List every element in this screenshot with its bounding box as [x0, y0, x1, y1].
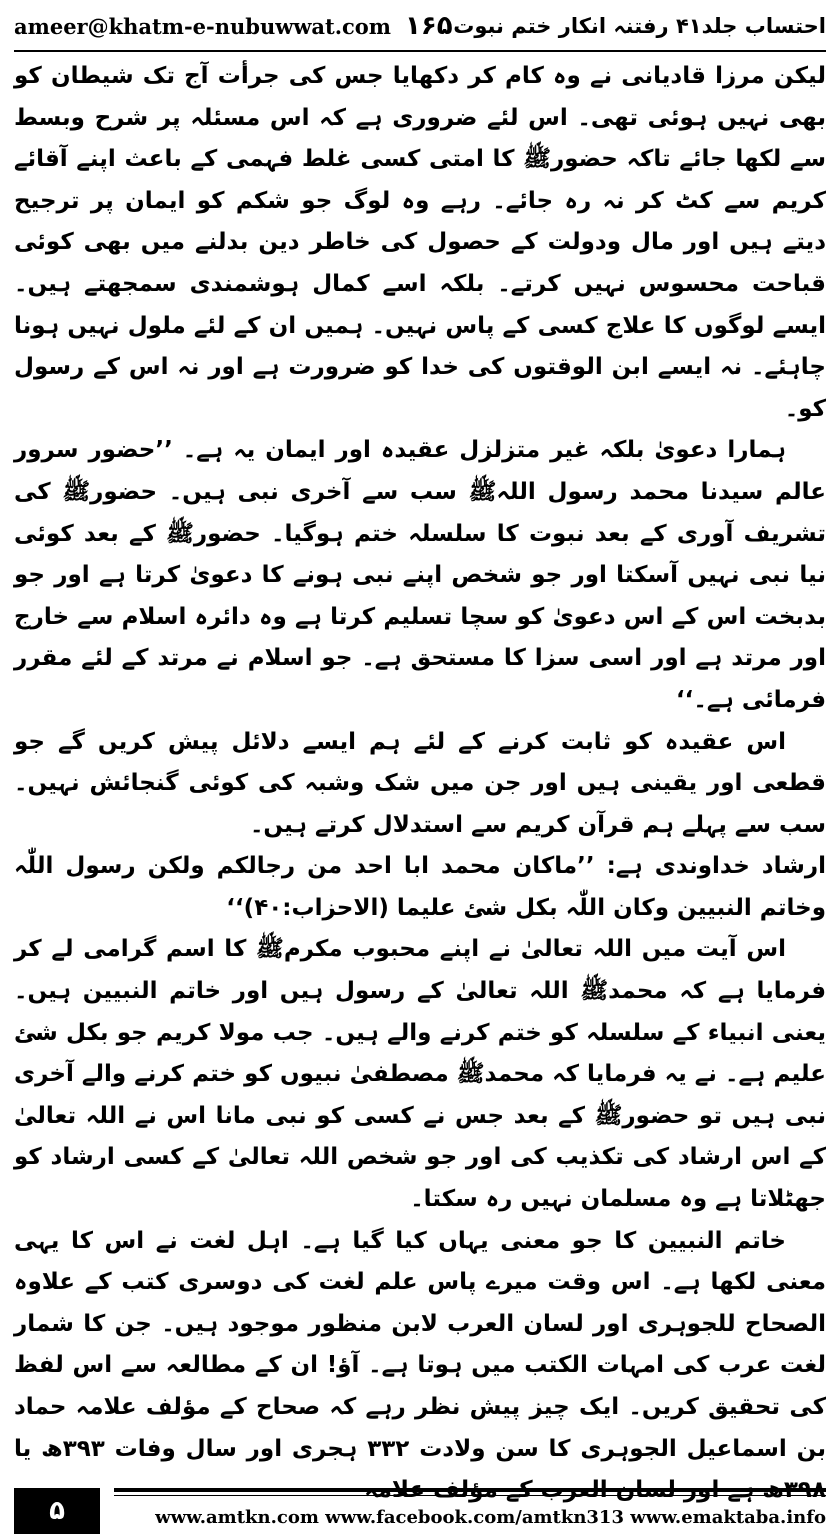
paragraph: ہمارا دعویٰ بلکہ غیر متزلزل عقیدہ اور ایمان یہ ہے۔ ’’حضور سرور عالم سیدنا محمد رسول اللہﷺ سب سے آخری نبی ہیں۔ حضورﷺ کی تشریف آوری کے بعد نبوت کا سلسلہ ختم ہوگیا۔ حضورﷺ کے بعد کوئی نیا نبی نہیں آسکتا اور جو شخص اپنے نبی ہونے کا دعویٰ کرتا ہے اور جو بدبخت اس کے اس دعویٰ کو سچا تسلیم کرتا ہے وہ دائرہ اسلام سے خارج اور مرتد ہے اور اسی سزا کا مستحق ہے۔ جو اسلام نے مرتد کے لئے مقرر فرمائی ہے۔‘‘ — [14, 437, 826, 713]
paragraph: خاتم النبیین کا جو معنی یہاں کیا گیا ہے۔ اہل لغت نے اس کا یہی معنی لکھا ہے۔ اس وقت میرے پاس علم لغت کی دوسری کتب کے علاوہ الصحاح للجوہری اور لسان العرب لابن منظور موجود ہیں۔ جن کا شمار لغت عرب کی امہات الکتب میں ہوتا ہے۔ آؤ! ان کے مطالعہ سے اس لفظ کی تحقیق کریں۔ ایک چیز پیش نظر رہے کہ صحاح کے مؤلف علامہ حماد بن اسماعیل الجوہری کا سن ولادت ۳۳۲ ہجری اور سال وفات ۳۹۳ھ یا ۳۹۸ھ ہے اور لسان العرب کے مؤلف علامہ — [14, 1227, 826, 1504]
header-page-number: ۱۶۵ — [405, 11, 453, 41]
quran-verse-paragraph: ارشاد خداوندی ہے: ’’ماکان محمد ابا احد من رجالکم ولکن رسول اللّٰہ وخاتم النبیین وکان اللّٰہ بکل شئ علیما (الاحزاب:۴۰)‘‘ — [14, 853, 826, 921]
header-title: احتساب جلد۴۱ رفتنہ انکار ختم نبوت — [453, 14, 826, 38]
header-email: ameer@khatm-e-nubuwwat.com — [14, 13, 392, 39]
paragraph: اس آیت میں اللہ تعالیٰ نے اپنے محبوب مکرمﷺ کا اسم گرامی لے کر فرمایا ہے کہ محمدﷺ اللہ تعالیٰ کے رسول ہیں اور خاتم النبیین ہیں۔ یعنی انبیاء کے سلسلہ کو ختم کرنے والے ہیں۔ جب مولا کریم جو بکل شئ علیم ہے۔ نے یہ فرمایا کہ محمدﷺ مصطفیٰ نبیوں کو ختم کرنے والے آخری نبی ہیں تو حضورﷺ کے بعد جس نے کسی کو نبی مانا اس نے اللہ تعالیٰ کے اس ارشاد کی تکذیب کی اور جو شخص اللہ تعالیٰ کے کسی ارشاد کو جھٹلاتا ہے وہ مسلمان نہیں رہ سکتا۔ — [14, 936, 826, 1213]
paragraph: اس عقیدہ کو ثابت کرنے کے لئے ہم ایسے دلائل پیش کریں گے جو قطعی اور یقینی ہیں اور جن میں شک وشبہ کی کوئی گنجائش نہیں۔ سب سے پہلے ہم قرآن کریم سے استدلال کرتے ہیں۔ — [14, 728, 826, 838]
footer-divider — [114, 1488, 826, 1496]
footer-page-number: ۵ — [14, 1488, 100, 1534]
footer-urls: www.amtkn.com www.facebook.com/amtkn313 www.emaktaba.info — [155, 1506, 826, 1528]
page-header — [14, 6, 826, 46]
header-left — [14, 11, 453, 41]
page-footer — [14, 1488, 826, 1534]
header-divider — [14, 50, 826, 52]
paragraph: لیکن مرزا قادیانی نے وہ کام کر دکھایا جس کی جرأت آج تک شیطان کو بھی نہیں ہوئی تھی۔ اس لئے ضروری ہے کہ اس مسئلہ پر شرح وبسط سے لکھا جائے تاکہ حضورﷺ کا امتی کسی غلط فہمی کے باعث اپنے آقائے کریم سے کٹ کر نہ رہ جائے۔ رہے وہ لوگ جو شکم کو ایمان پر ترجیح دیتے ہیں اور مال ودولت کے حصول کی خاطر دین بدلنے میں بھی کوئی قباحت محسوس نہیں کرتے۔ بلکہ اسے کمال ہوشمندی سمجھتے ہیں۔ ایسے لوگوں کا علاج کسی کے پاس نہیں۔ ہمیں ان کے لئے ملول نہیں ہونا چاہئے۔ نہ ایسے ابن الوقتوں کی خدا کو ضرورت ہے اور نہ اس کے رسول کو۔ — [14, 63, 826, 422]
page-body — [14, 56, 826, 1504]
